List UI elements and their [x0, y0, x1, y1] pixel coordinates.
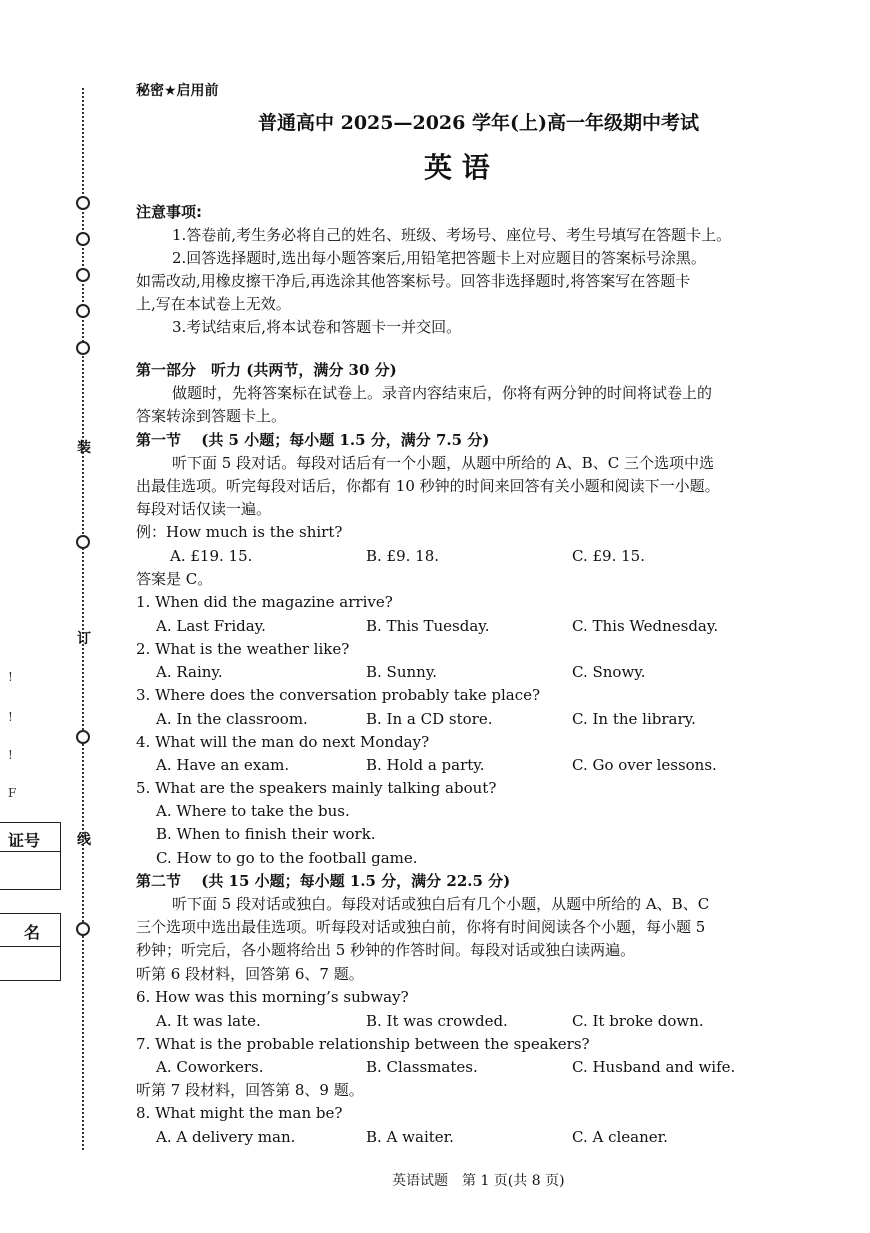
- margin-mark: !: [8, 670, 13, 684]
- notes-line: 如需改动,用橡皮擦干净后,再选涂其他答案标号。回答非选择题时,将答案写在答题卡: [136, 272, 691, 290]
- binding-char-xian: 线: [77, 832, 91, 848]
- option: B. Sunny.: [366, 663, 438, 681]
- notes-line: 上,写在本试卷上无效。: [136, 295, 291, 313]
- binding-ring: [76, 304, 90, 318]
- margin-mark: !: [8, 748, 13, 762]
- question: 2. What is the weather like?: [136, 640, 350, 658]
- notes-line: 3.考试结束后,将本试卷和答题卡一并交回。: [172, 318, 462, 336]
- margin-mark: F: [8, 786, 17, 800]
- binding-ring: [76, 232, 90, 246]
- option: B. Classmates.: [366, 1058, 478, 1076]
- option: C. Go over lessons.: [572, 756, 717, 774]
- question: 7. What is the probable relationship between the speakers?: [136, 1035, 590, 1053]
- option: C. It broke down.: [572, 1012, 704, 1030]
- binding-ring: [76, 730, 90, 744]
- part1-intro: 做题时，先将答案标在试卷上。录音内容结束后，你将有两分钟的时间将试卷上的: [172, 384, 713, 402]
- binding-ring: [76, 535, 90, 549]
- binding-ring: [76, 922, 90, 936]
- option: B. A waiter.: [366, 1128, 454, 1146]
- example-option: A. £19. 15.: [170, 547, 253, 565]
- question: 1. When did the magazine arrive?: [136, 593, 393, 611]
- option: A. Where to take the bus.: [156, 802, 350, 820]
- example-answer: 答案是 C。: [136, 570, 213, 588]
- question: 4. What will the man do next Monday?: [136, 733, 430, 751]
- section2-heading: 第二节 (共 15 小题；每小题 1.5 分，满分 22.5 分): [136, 872, 511, 890]
- subject-title: 英 语: [424, 151, 490, 184]
- secret-label: 秘密★启用前: [136, 83, 219, 99]
- option: A. It was late.: [156, 1012, 261, 1030]
- cert-number-label: 证号: [8, 831, 41, 850]
- material-instruction: 听第 6 段材料，回答第 6、7 题。: [136, 965, 364, 983]
- section1-intro: 出最佳选项。听完每段对话后，你都有 10 秒钟的时间来回答有关小题和阅读下一小题。: [136, 477, 720, 495]
- option: B. In a CD store.: [366, 710, 493, 728]
- name-label: 名: [24, 923, 41, 942]
- option: C. Husband and wife.: [572, 1058, 736, 1076]
- question: 5. What are the speakers mainly talking about?: [136, 779, 497, 797]
- option: C. A cleaner.: [572, 1128, 668, 1146]
- section1-intro: 听下面 5 段对话。每段对话后有一个小题，从题中所给的 A、B、C 三个选项中选: [172, 454, 714, 472]
- margin-mark: !: [8, 710, 13, 724]
- option: A. Coworkers.: [156, 1058, 264, 1076]
- option: B. It was crowded.: [366, 1012, 508, 1030]
- option: A. A delivery man.: [156, 1128, 296, 1146]
- option: C. This Wednesday.: [572, 617, 719, 635]
- binding-char-ding: 订: [77, 631, 91, 647]
- example-question: 例：How much is the shirt?: [136, 523, 343, 541]
- section2-intro: 三个选项中选出最佳选项。听每段对话或独白前，你将有时间阅读各个小题，每小题 5: [136, 918, 706, 936]
- option: B. Hold a party.: [366, 756, 485, 774]
- binding-line: [82, 88, 84, 1150]
- section1-intro: 每段对话仅读一遍。: [136, 500, 272, 518]
- option: A. Have an exam.: [156, 756, 290, 774]
- notes-title: 注意事项:: [136, 203, 202, 221]
- page-footer: 英语试题 第 1 页(共 8 页): [392, 1173, 565, 1189]
- example-option: B. £9. 18.: [366, 547, 440, 565]
- material-instruction: 听第 7 段材料，回答第 8、9 题。: [136, 1081, 364, 1099]
- binding-ring: [76, 341, 90, 355]
- option: C. How to go to the football game.: [156, 849, 418, 867]
- section1-heading: 第一节 (共 5 小题；每小题 1.5 分，满分 7.5 分): [136, 431, 490, 449]
- part1-heading: 第一部分 听力 (共两节，满分 30 分): [136, 361, 397, 379]
- option: A. In the classroom.: [156, 710, 308, 728]
- binding-ring: [76, 196, 90, 210]
- option: C. In the library.: [572, 710, 696, 728]
- question: 3. Where does the conversation probably take place?: [136, 686, 541, 704]
- option: B. This Tuesday.: [366, 617, 490, 635]
- section2-intro: 听下面 5 段对话或独白。每段对话或独白后有几个小题，从题中所给的 A、B、C: [172, 895, 710, 913]
- section2-intro: 秒钟；听完后，各小题将给出 5 秒钟的作答时间。每段对话或独白读两遍。: [136, 941, 636, 959]
- option: C. Snowy.: [572, 663, 646, 681]
- notes-line: 1.答卷前,考生务必将自己的姓名、班级、考场号、座位号、考生号填写在答题卡上。: [172, 226, 732, 244]
- question: 8. What might the man be?: [136, 1104, 343, 1122]
- binding-char-zhuang: 装: [77, 440, 91, 456]
- option: A. Rainy.: [156, 663, 223, 681]
- question: 6. How was this morning’s subway?: [136, 988, 409, 1006]
- part1-intro: 答案转涂到答题卡上。: [136, 407, 287, 425]
- option: B. When to finish their work.: [156, 825, 376, 843]
- exam-title: 普通高中 2025—2026 学年(上)高一年级期中考试: [258, 112, 699, 134]
- example-option: C. £9. 15.: [572, 547, 645, 565]
- notes-line: 2.回答选择题时,选出每小题答案后,用铅笔把答题卡上对应题目的答案标号涂黑。: [172, 249, 706, 267]
- option: A. Last Friday.: [156, 617, 266, 635]
- binding-ring: [76, 268, 90, 282]
